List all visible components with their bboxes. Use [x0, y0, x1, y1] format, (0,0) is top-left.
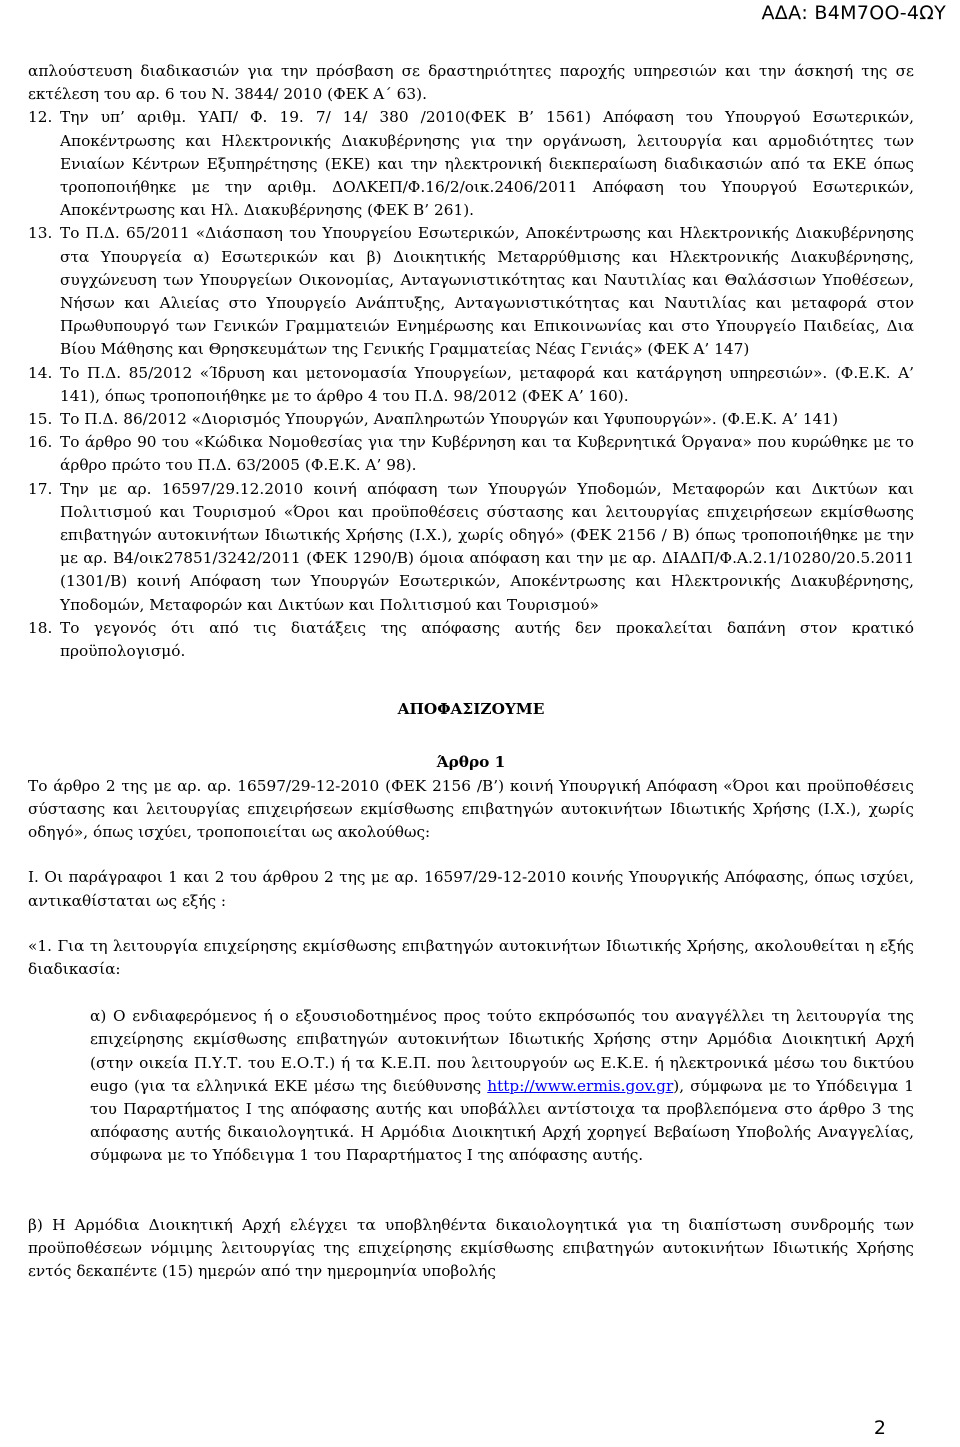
- subparagraph-a-text: α) Ο ενδιαφερόμενος ή ο εξουσιοδοτημένος προς τούτο εκπρόσωπός του αναγγέλλει τη λειτουργία της επιχείρησης εκμίσθωσης επιβατηγών αυτοκινήτων Ιδιωτικής Χρήσης στην Αρμόδια Διοικητική Αρχή (στην οικεία Π.Υ.Τ. του Ε.Ο.Τ.) ή τα Κ.Ε.Π. που λειτουργούν ως Ε.Κ.Ε. ή ηλεκτρονικά μέσω του δικτύου eugo (για τα ελληνικά ΕΚΕ μέσω της διεύθυνσης: [90, 1007, 914, 1095]
- item-number: 14.: [28, 363, 53, 382]
- ermis-link[interactable]: http://www.ermis.gov.gr: [487, 1076, 674, 1095]
- item-text: Το Π.Δ. 86/2012 «Διορισμός Υπουργών, Αναπληρωτών Υπουργών και Υφυπουργών». (Φ.Ε.Κ. Α’ 141): [60, 410, 839, 429]
- item-number: 12.: [28, 108, 53, 127]
- list-item: [28, 431, 914, 477]
- item-text: Την υπ’ αριθμ. ΥΑΠ/ Φ. 19. 7/ 14/ 380 /2010(ΦΕΚ Β’ 1561) Απόφαση του Υπουργού Εσωτερικών, Αποκέντρωσης και Ηλεκτρονικής Διακυβέρνησης για την οργάνωση, λειτουργία και αρμοδιότητες των Ενιαίων Κέντρων Εξυπηρέτησης (ΕΚΕ) και την ηλεκτρονική διεκπεραίωση διαδικασιών από τα ΕΚΕ όπως τροποποιήθηκε με την αριθμ. ΔΟΛΚΕΠ/Φ.16/2/οικ.2406/2011 Απόφαση του Υπουργού Εσωτερικών, Αποκέντρωσης και Ηλ. Διακυβέρνησης (ΦΕΚ Β’ 261).: [60, 108, 914, 220]
- decision-heading: ΑΠΟΦΑΣΙΖΟΥΜΕ: [397, 700, 545, 719]
- article-intro: Το άρθρο 2 της με αρ. αρ. 16597/29-12-2010 (ΦΕΚ 2156 /Β’) κοινή Υπουργική Απόφαση «Όροι και προϋποθέσεις σύστασης και λειτουργίας επιχειρήσεων εκμίσθωσης επιβατηγών αυτοκινήτων Ιδιωτικής Χρήσης (Ι.Χ.), χωρίς οδηγό», όπως ισχύει, τροποποιείται ως ακολούθως:: [28, 776, 914, 842]
- item-number: 18.: [28, 618, 53, 637]
- paragraph-1: «1. Για τη λειτουργία επιχείρησης εκμίσθωσης επιβατηγών αυτοκινήτων Ιδιωτικής Χρήσης, ακολουθείται η εξής διαδικασία:: [28, 936, 914, 978]
- page-number: 2: [873, 1417, 886, 1439]
- intro-continuation: απλούστευση διαδικασιών για την πρόσβαση σε δραστηριότητες παροχής υπηρεσιών και την άσκησή της σε εκτέλεση του αρ. 6 του Ν. 3844/ 2010 (ΦΕΚ Α΄ 63).: [28, 62, 914, 104]
- list-item: [28, 478, 914, 617]
- list-item: [28, 408, 914, 431]
- item-text: Το άρθρο 90 του «Κώδικα Νομοθεσίας για την Κυβέρνηση και τα Κυβερνητικά Όργανα» που κυρώθηκε με το άρθρο πρώτο του Π.Δ. 63/2005 (Φ.Ε.Κ. Α’ 98).: [60, 433, 914, 475]
- item-number: 13.: [28, 224, 53, 243]
- ada-code: ΑΔΑ: Β4Μ7ΟΟ-4ΩΥ: [761, 2, 946, 24]
- list-item: [28, 106, 914, 222]
- subparagraph-a-text-cont: ), σύμφωνα με το Υπόδειγμα 1 του Παραρτήματος Ι της απόφασης αυτής και υποβάλλει αντίστοιχα τα προβλεπόμενα στο άρθρο 3 της απόφασης αυτής δικαιολογητικά. Η Αρμόδια Διοικητική Αρχή χορηγεί Βεβαίωση Υποβολής Αναγγελίας, σύμφωνα με το Υπόδειγμα 1 του Παραρτήματος Ι της απόφασης αυτής.: [90, 1076, 914, 1165]
- item-text: Το γεγονός ότι από τις διατάξεις της απόφασης αυτής δεν προκαλείται δαπάνη στον κρατικό προϋπολογισμό.: [60, 618, 914, 661]
- item-text: Το Π.Δ. 85/2012 «Ίδρυση και μετονομασία Υπουργείων, μεταφορά και κατάργηση υπηρεσιών». (Φ.Ε.Κ. Α’ 141), όπως τροποποιήθηκε με το άρθρο 4 του Π.Δ. 98/2012 (ΦΕΚ Α’ 160).: [60, 363, 914, 405]
- list-item: [28, 362, 914, 408]
- item-text: Την με αρ. 16597/29.12.2010 κοινή απόφαση των Υπουργών Υποδομών, Μεταφορών και Δικτύων και Πολιτισμού και Τουρισμού «Όροι και προϋποθέσεις σύστασης και λειτουργίας επιχειρήσεων εκμίσθωσης επιβατηγών αυτοκινήτων Ιδιωτικής Χρήσης (Ι.Χ.), χωρίς οδηγό» (ΦΕΚ 2156 / Β) όπως τροποποιήθηκε με την με αρ. Β4/οικ27851/3242/2011 (ΦΕΚ 1290/Β) όμοια απόφαση και την με αρ. ΔΙΑΔΠ/Φ.Α.2.1/10280/20.5.2011 (1301/Β) κοινή Απόφαση των Υπουργών Εσωτερικών, Αποκέντρωσης και Ηλεκτρονικής Διακυβέρνησης, Υποδομών, Μεταφορών και Δικτύων και Πολιτισμού και Τουρισμού»: [60, 479, 914, 614]
- list-item: [28, 617, 914, 663]
- item-number: 16.: [28, 433, 53, 452]
- subparagraph-b: β) Η Αρμόδια Διοικητική Αρχή ελέγχει τα υποβληθέντα δικαιολογητικά για τη διαπίστωση συνδρομής των προϋποθέσεων νόμιμης λειτουργίας της επιχείρησης εκμίσθωσης επιβατηγών αυτοκινήτων Ιδιωτικής Χρήσης εντός δεκαπέντε (15) ημερών από την ημερομηνία υποβολής: [28, 1215, 914, 1280]
- item-text: Το Π.Δ. 65/2011 «Διάσπαση του Υπουργείου Εσωτερικών, Αποκέντρωσης και Ηλεκτρονικής Διακυβέρνησης στα Υπουργεία α) Εσωτερικών και β) Διοικητικής Μεταρρύθμισης και Ηλεκτρονικής Διακυβέρνησης, συγχώνευση των Υπουργείων Οικονομίας, Ανταγωνιστικότητας και Ναυτιλίας και Θαλάσσιων Υποθέσεων, Νήσων και Αλιείας στο Υπουργείο Ανάπτυξης, Ανταγωνιστικότητας και Ναυτιλίας και μεταφορά στον Πρωθυπουργό των Γενικών Γραμματειών Ενημέρωσης και Επικοινωνίας και στο Υπουργείο Παιδείας, Δια Βίου Μάθησης και Θρησκευμάτων της Γενικής Γραμματείας Νέας Γενιάς» (ΦΕΚ Α’ 147): [60, 224, 914, 359]
- paragraph-I: Ι. Οι παράγραφοι 1 και 2 του άρθρου 2 της με αρ. 16597/29-12-2010 κοινής Υπουργικής Απόφασης, όπως ισχύει, αντικαθίσταται ως εξής :: [28, 868, 914, 910]
- item-number: 17.: [28, 479, 53, 498]
- subparagraph-a: [90, 1005, 914, 1167]
- item-number: 15.: [28, 410, 53, 429]
- article-heading: Άρθρο 1: [436, 753, 506, 772]
- document-body: [28, 60, 914, 1283]
- list-item: [28, 222, 914, 361]
